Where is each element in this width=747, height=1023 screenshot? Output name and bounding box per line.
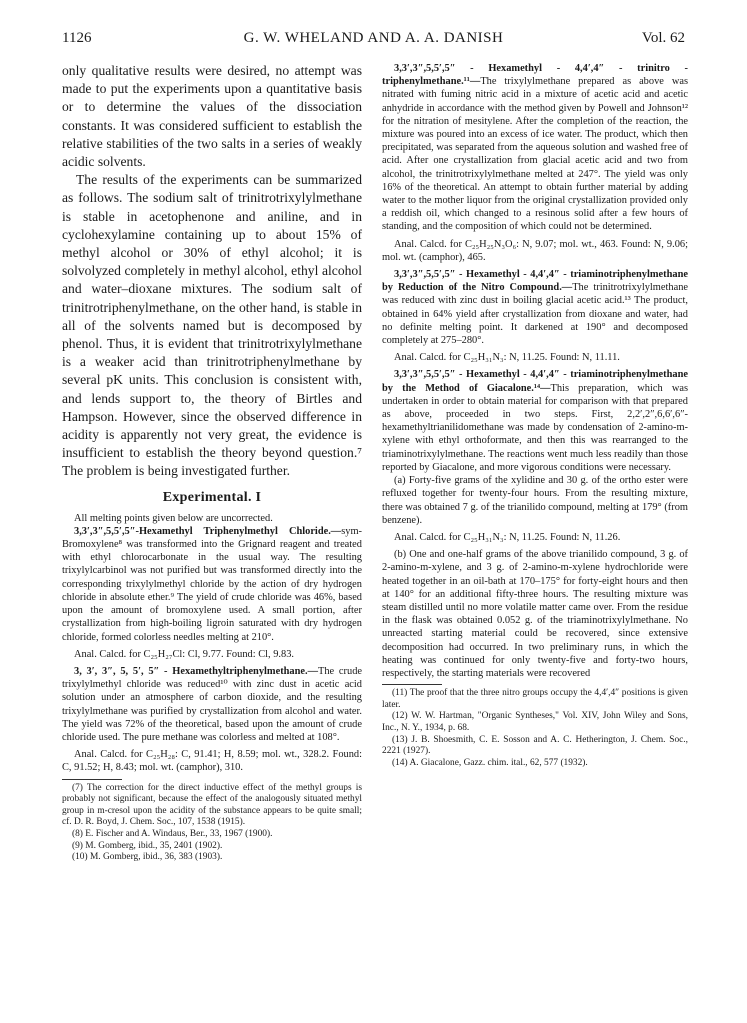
footnote: (14) A. Giacalone, Gazz. chim. ital., 62, 577 (1932). — [392, 757, 588, 768]
paragraph — [62, 525, 362, 644]
running-title: G. W. WHELAND AND A. A. DANISH — [243, 30, 504, 46]
paragraph-body: The crude trixylylmethyl chloride was reduced¹⁰ with zinc dust in acetic acid solution under an atmosphere of carbon dioxide, and the resulting trixylylmethane was purified by crystallization from alcohol and water. The yield was 72% of the theoretical, based upon the amount of crude chloride used. The pure methane was colorless and melted at 108°. — [62, 665, 363, 743]
footnote: (10) M. Gomberg, ibid., 36, 383 (1903). — [72, 852, 223, 863]
analysis-line: Anal. Calcd. for C₂₅H₂₇Cl: Cl, 9.77. Found: Cl, 9.83. — [74, 648, 294, 660]
page-number: 1126 — [62, 30, 92, 46]
footnote: (9) M. Gomberg, ibid., 35, 2401 (1902). — [72, 840, 223, 851]
subheading: 3,3′,3″,5,5′,5″-Hexamethyl Triphenylmethyl Chloride.— — [74, 525, 342, 537]
subheading: 3,3′,3″,5,5′,5″ - Hexamethyl - 4,4′,4″ - triaminotriphenylmethane by the Method of Giacalone.¹⁴— — [382, 369, 688, 394]
footnote: (7) The correction for the direct inductive effect of the methyl groups is probably not significant, because the effect of the analogously situated methyl group in m-cresol upon the acidity of the substance appears to be quite small; cf. D. R. Boyd, J. Chem. Soc., 107, 1538 (1915). — [62, 782, 362, 828]
footnote-divider — [62, 779, 122, 780]
subheading: 3,3′,3″,5,5′,5″ - Hexamethyl - 4,4′,4″ - triaminotriphenylmethane by Reduction of the Nitro Compound.— — [382, 269, 688, 294]
paragraph — [382, 268, 688, 347]
running-header — [62, 30, 685, 54]
paragraph: The results of the experiments can be summarized as follows. The sodium salt of trinitrotrixylylmethane is stable in acetophenone and aniline, and in cyclohexylamine containing up to about 15% of methyl alcohol or 30% of ethyl alcohol; it is solvolyzed completely in methyl alcohol, ethyl alcohol and water–dioxane mixtures. The sodium salt of trinitrotriphenylmethane, on the other hand, is stable in all of the solvents named but is decomposed by phenol. Thus, it is evident that trinitrotrixylylmethane is a weaker acid than trinitrotriphenylmethane by several pK units. This conclusion is consistent with, and lends support to, the theory of Birtles and Hampson. However, since the observed difference in acidity is apparently not very great, the evidence is insufficient to establish the theory beyond question.⁷ The problem is being investigated further. — [62, 172, 362, 479]
paragraph-body: This preparation, which was undertaken in order to obtain material for comparison with that prepared as above, proceeded in two steps. First, 2,2′,2″,6,6′,6″-hexamethyltrianilidomethane was made by condensation of 2-amino-m-xylene with ethyl orthoformate, and then this was rearranged to the triaminotrixylylmethane. The reactions went much less readily than those reported by Giacalone, and more vigorous conditions were necessary. — [382, 382, 688, 473]
paragraph — [382, 62, 688, 234]
left-column — [62, 62, 362, 864]
footnote: (11) The proof that the three nitro groups occupy the 4,4′,4″ positions is given later. — [382, 688, 688, 710]
paragraph: (a) Forty-five grams of the xylidine and 30 g. of the ortho ester were refluxed together for twenty-four hours. From the resulting mixture, there was obtained 7 g. of the trianilido compound, melting at 179° (from benzene). — [382, 475, 688, 526]
analysis-line: Anal. Calcd. for C₂₅H₃₁N₃: N, 11.25. Found: N, 11.26. — [394, 531, 621, 543]
paragraph — [62, 665, 362, 744]
footnote-divider — [382, 684, 442, 685]
right-column — [382, 62, 688, 769]
subheading: 3,3′,3″,5,5′,5″ - Hexamethyl - 4,4′,4″ - trinitro - triphenylmethane.¹¹— — [382, 63, 688, 88]
paragraph-body: sym-Bromoxylene⁸ was transformed into the Grignard reagent and treated with ethyl chlorocarbonate in the usual way. The resulting trixylylcarbinol was not purified but was transformed directly into the corresponding trixylylmethyl chloride by the action of dry hydrogen chloride in absolute ether.⁹ The yield of crude chloride was 46%, based upon the amount of bromoxylene used. A small portion, after crystallization from high-boiling ligroin saturated with dry hydrogen chloride, formed colorless needles melting at 210°. — [62, 525, 362, 643]
analysis-line: Anal. Calcd. for C₂₅H₃₁N₃: N, 11.25. Found: N, 11.11. — [394, 352, 620, 364]
paragraph-body: The trinitrotrixylylmethane was reduced with zinc dust in boiling glacial acetic acid.¹³ The product, obtained in 64% yield after crystallization from dioxane and water, had no definite melting point. It darkened at 190° and decomposed completely at 275–280°. — [382, 282, 689, 347]
footnote: (13) J. B. Shoesmith, C. E. Sosson and A. C. Hetherington, J. Chem. Soc., 2221 (1927). — [382, 734, 688, 757]
volume-label: Vol. 62 — [641, 30, 685, 46]
analysis-line: Anal. Calcd. for C₂₅H₂₅N₃O₆: N, 9.07; mol. wt., 463. Found: N, 9.06; mol. wt. (camphor), 465. — [382, 238, 688, 263]
paragraph: (b) One and one-half grams of the above trianilido compound, 3 g. of 2-amino-m-xylene, and 3 g. of 2-amino-m-xylene hydrochloride were heated together in an oil-bath at 170–175° for forty-eight hours and then at 140° for an additional fifty-three hours. The resulting mixture was steam distilled until no more volatile matter came over. From the residue in the flask was obtained 0.052 g. of the triaminotrixylylmethane. No unreacted starting material could be recovered, since extensive decomposition had occurred. In two preliminary runs, in which the heating was continued for only twenty-five and forty-two hours, respectively, the starting materials were recovered — [382, 549, 688, 679]
paragraph: All melting points given below are uncorrected. — [74, 512, 273, 524]
analysis-line: Anal. Calcd. for C₂₅H₂₈: C, 91.41; H, 8.59; mol. wt., 328.2. Found: C, 91.52; H, 8.43; mol. wt. (camphor), 310. — [62, 749, 362, 774]
section-title: Experimental. I — [162, 489, 262, 505]
footnote: (8) E. Fischer and A. Windaus, Ber., 33, 1967 (1900). — [72, 828, 273, 839]
paragraph-body: The trixylylmethane prepared as above was nitrated with fuming nitric acid in a mixture of acetic acid and acetic anhydride in accordance with the method given by Powell and Johnson¹² for the nitration of mesitylene. After the completion of the reaction, the mixture was poured into an excess of ice water. The product, which then precipitated, was separated from the aqueous solution and washed free of acid. After one crystallization from glacial acetic acid and two from alcohol, the trinitrotrixylylmethane melted at 247°. The yield was only 16% of the theoretical. An attempt to obtain further material by adding water to the mother liquor from the original crystallization provided only a reddish oil, which changed to a resinous solid after a few hours of standing, and the composition of which could not be determined. — [382, 76, 688, 233]
subheading: 3, 3′, 3″, 5, 5′, 5″ - Hexamethyltriphenylmethane.— — [74, 665, 319, 677]
footnote: (12) W. W. Hartman, "Organic Syntheses," Vol. XIV, John Wiley and Sons, Inc., N. Y., 1934, p. 68. — [382, 711, 688, 733]
paragraph: only qualitative results were desired, no attempt was made to put the experiments upon a quantitative basis or to determine the values of the dissociation constants. It was considered sufficient to establish the relative stabilities of the two salts in a series of weakly acidic solvents. — [62, 63, 362, 170]
paragraph — [382, 368, 688, 474]
